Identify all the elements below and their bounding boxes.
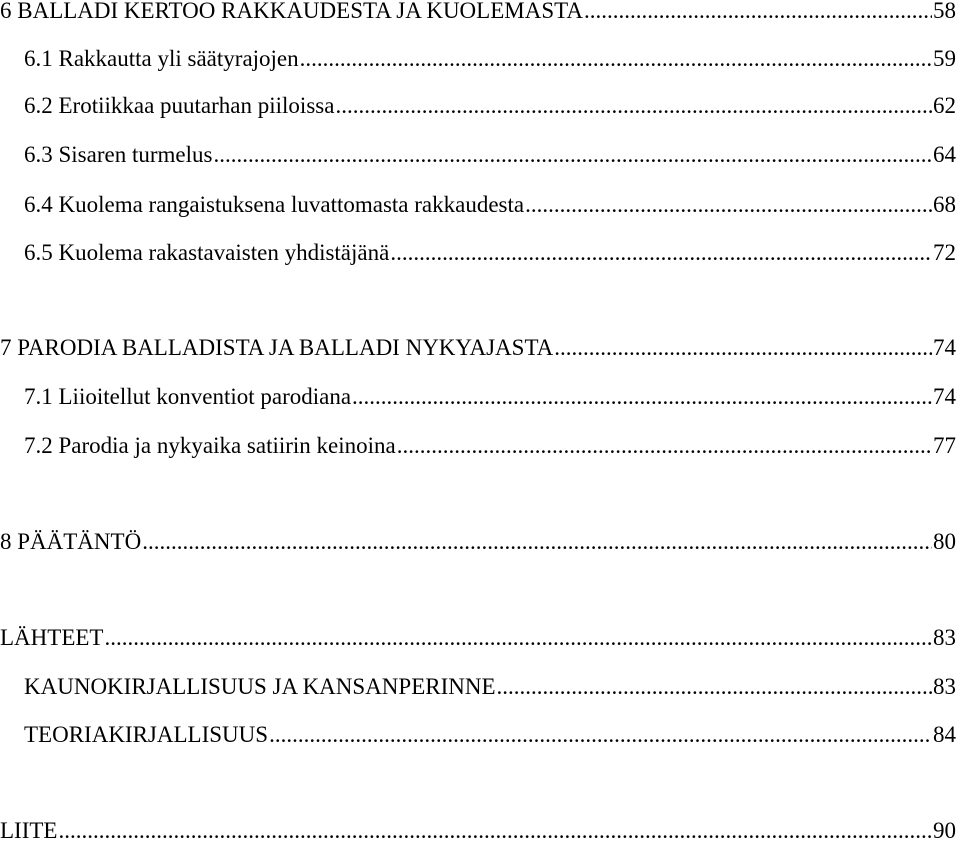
toc-entry-title: 6.1 Rakkautta yli säätyrajojen	[24, 46, 299, 71]
toc-page-number: 83	[933, 674, 956, 699]
toc-leader-dots	[390, 236, 932, 270]
toc-entry-title: 7 PARODIA BALLADISTA JA BALLADI NYKYAJASTA	[0, 335, 554, 360]
toc-leader-dots	[584, 0, 932, 28]
toc-page-number: 64	[933, 142, 956, 167]
toc-entry-6-4[interactable]	[24, 188, 956, 222]
toc-entry-chapter-6[interactable]	[0, 0, 956, 28]
toc-page-number: 68	[933, 192, 956, 217]
toc-leader-dots	[554, 331, 932, 365]
toc-entry-7-1[interactable]	[24, 380, 956, 414]
toc-entry-title: 6.5 Kuolema rakastavaisten yhdistäjänä	[24, 240, 390, 265]
toc-leader-dots	[104, 621, 932, 655]
toc-page-number: 72	[933, 240, 956, 265]
toc-page-number: 83	[933, 625, 956, 650]
toc-leader-dots	[142, 525, 932, 559]
toc-entry-chapter-7[interactable]	[0, 331, 956, 365]
toc-entry-title: 7.1 Liioitellut konventiot parodiana	[24, 384, 352, 409]
toc-page-number: 59	[933, 46, 956, 71]
toc-entry-sources[interactable]	[0, 621, 956, 655]
toc-leader-dots	[525, 188, 932, 222]
toc-page-number: 80	[933, 529, 956, 554]
toc-entry-title: LÄHTEET	[0, 625, 104, 650]
toc-page-number: 84	[933, 722, 956, 747]
toc-page-number: 62	[933, 93, 956, 118]
toc-leader-dots	[269, 718, 932, 752]
toc-leader-dots	[213, 138, 932, 172]
toc-entry-title: LIITE	[0, 818, 58, 843]
toc-entry-chapter-8[interactable]	[0, 525, 956, 559]
toc-page-number: 90	[933, 818, 956, 843]
toc-leader-dots	[300, 42, 932, 76]
toc-entry-6-5[interactable]	[24, 236, 956, 270]
toc-leader-dots	[497, 670, 932, 704]
toc-entry-title: 6.2 Erotiikkaa puutarhan piiloissa	[24, 93, 335, 118]
toc-entry-title: 6.3 Sisaren turmelus	[24, 142, 213, 167]
toc-entry-title: 6.4 Kuolema rangaistuksena luvattomasta rakkaudesta	[24, 192, 525, 217]
toc-leader-dots	[397, 429, 932, 463]
toc-entry-6-2[interactable]	[24, 89, 956, 123]
toc-page-number: 74	[933, 384, 956, 409]
toc-entry-title: 7.2 Parodia ja nykyaika satiirin keinoina	[24, 433, 396, 458]
toc-entry-title: KAUNOKIRJALLISUUS JA KANSANPERINNE	[24, 674, 496, 699]
toc-entry-title: 8 PÄÄTÄNTÖ	[0, 529, 142, 554]
toc-entry-7-2[interactable]	[24, 429, 956, 463]
toc-entry-6-3[interactable]	[24, 138, 956, 172]
toc-entry-6-1[interactable]	[24, 42, 956, 76]
toc-page-number: 74	[933, 335, 956, 360]
toc-leader-dots	[335, 89, 932, 123]
toc-entry-title: 6 BALLADI KERTOO RAKKAUDESTA JA KUOLEMASTA	[0, 0, 583, 23]
toc-entry-title: TEORIAKIRJALLISUUS	[24, 722, 269, 747]
toc-entry-fiction-folklore[interactable]	[24, 670, 956, 704]
toc-page-number: 58	[933, 0, 956, 23]
toc-leader-dots	[352, 380, 932, 414]
toc-page-number: 77	[933, 433, 956, 458]
toc-entry-theory-literature[interactable]	[24, 718, 956, 752]
